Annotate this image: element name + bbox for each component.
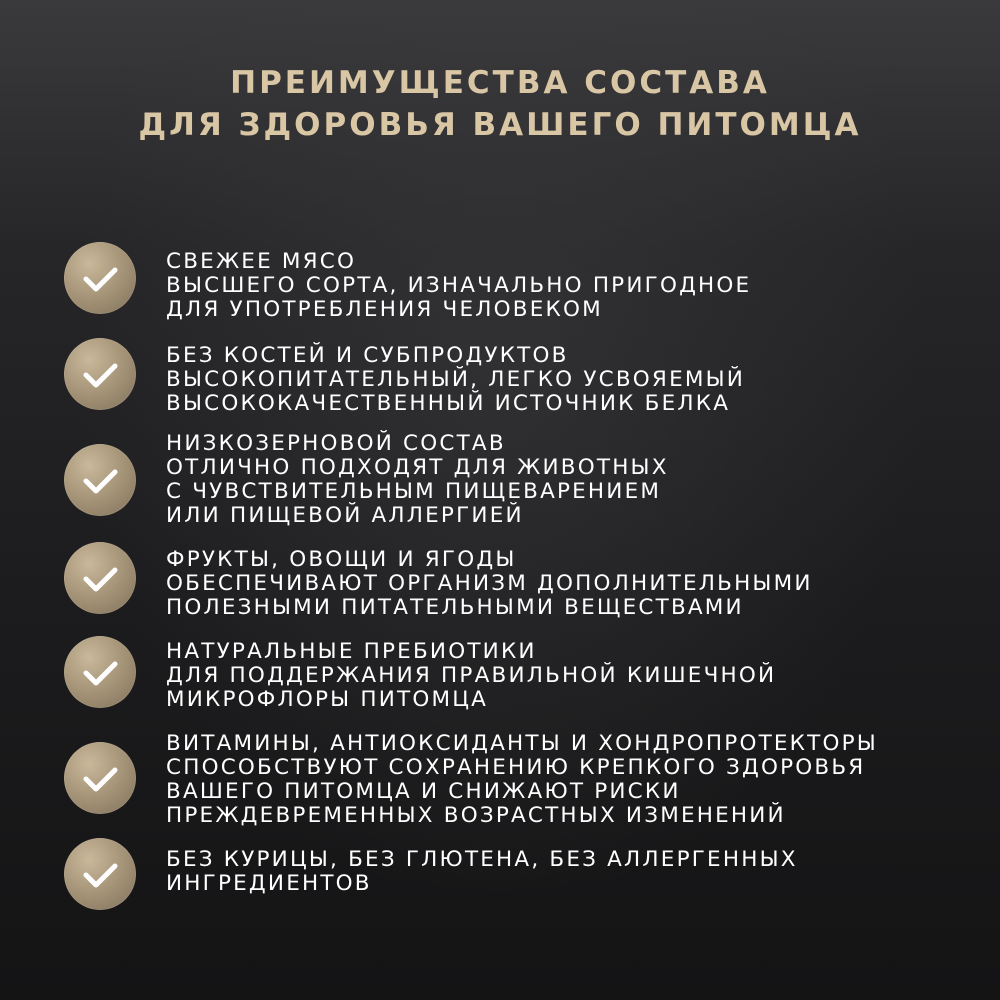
benefit-line: СПОСОБСТВУЮТ СОХРАНЕНИЮ КРЕПКОГО ЗДОРОВЬЯ xyxy=(166,755,866,780)
benefit-line: ИЛИ ПИЩЕВОЙ АЛЛЕРГИЕЙ xyxy=(166,503,524,528)
benefit-text xyxy=(166,250,751,322)
benefit-line: С ЧУВСТВИТЕЛЬНЫМ ПИЩЕВАРЕНИЕМ xyxy=(166,479,662,504)
benefit-line: ОТЛИЧНО ПОДХОДЯТ ДЛЯ ЖИВОТНЫХ xyxy=(166,455,669,480)
benefit-line: БЕЗ КУРИЦЫ, БЕЗ ГЛЮТЕНА, БЕЗ АЛЛЕРГЕННЫХ xyxy=(166,847,798,872)
benefit-line: ВАШЕГО ПИТОМЦА И СНИЖАЮТ РИСКИ xyxy=(166,779,681,804)
benefit-line: ПОЛЕЗНЫМИ ПИТАТЕЛЬНЫМИ ВЕЩЕСТВАМИ xyxy=(166,595,744,620)
check-icon xyxy=(64,636,136,708)
benefit-text xyxy=(166,732,878,828)
benefit-text xyxy=(166,848,798,896)
check-badge xyxy=(64,742,136,814)
benefit-line: ФРУКТЫ, ОВОЩИ И ЯГОДЫ xyxy=(166,547,517,572)
benefit-line: ВЫСОКОПИТАТЕЛЬНЫЙ, ЛЕГКО УСВОЯЕМЫЙ xyxy=(166,367,746,392)
check-icon xyxy=(64,838,136,910)
benefit-line: ОБЕСПЕЧИВАЮТ ОРГАНИЗМ ДОПОЛНИТЕЛЬНЫМИ xyxy=(166,571,813,596)
benefit-line: ВЫСШЕГО СОРТА, ИЗНАЧАЛЬНО ПРИГОДНОЕ xyxy=(166,273,752,298)
benefit-line: ИНГРЕДИЕНТОВ xyxy=(166,871,372,896)
check-icon xyxy=(64,338,136,410)
benefit-line: БЕЗ КОСТЕЙ И СУБПРОДУКТОВ xyxy=(166,343,569,368)
check-icon xyxy=(64,444,136,516)
benefit-line: ДЛЯ ПОДДЕРЖАНИЯ ПРАВИЛЬНОЙ КИШЕЧНОЙ xyxy=(166,663,777,688)
benefit-line: ВИТАМИНЫ, АНТИОКСИДАНТЫ И ХОНДРОПРОТЕКТОРЫ xyxy=(166,731,878,756)
title-line-1: ПРЕИМУЩЕСТВА СОСТАВА xyxy=(230,65,770,101)
benefit-text xyxy=(166,640,776,712)
check-icon xyxy=(64,242,136,314)
benefit-line: ДЛЯ УПОТРЕБЛЕНИЯ ЧЕЛОВЕКОМ xyxy=(166,297,603,322)
benefit-text xyxy=(166,432,669,528)
check-badge xyxy=(64,444,136,516)
benefit-line: ВЫСОКОКАЧЕСТВЕННЫЙ ИСТОЧНИК БЕЛКА xyxy=(166,391,731,416)
check-icon xyxy=(64,742,136,814)
benefit-text xyxy=(166,344,745,416)
check-badge xyxy=(64,242,136,314)
benefit-line: ПРЕЖДЕВРЕМЕННЫХ ВОЗРАСТНЫХ ИЗМЕНЕНИЙ xyxy=(166,803,786,828)
benefit-line: НАТУРАЛЬНЫЕ ПРЕБИОТИКИ xyxy=(166,639,537,664)
benefit-line: МИКРОФЛОРЫ ПИТОМЦА xyxy=(166,687,489,712)
check-badge xyxy=(64,636,136,708)
benefit-line: НИЗКОЗЕРНОВОЙ СОСТАВ xyxy=(166,431,506,456)
title-line-2: ДЛЯ ЗДОРОВЬЯ ВАШЕГО ПИТОМЦА xyxy=(138,107,862,143)
benefit-line: СВЕЖЕЕ МЯСО xyxy=(166,249,357,274)
check-badge xyxy=(64,338,136,410)
benefit-text xyxy=(166,548,813,620)
check-badge xyxy=(64,838,136,910)
check-icon xyxy=(64,542,136,614)
check-badge xyxy=(64,542,136,614)
page-title xyxy=(0,62,1000,146)
